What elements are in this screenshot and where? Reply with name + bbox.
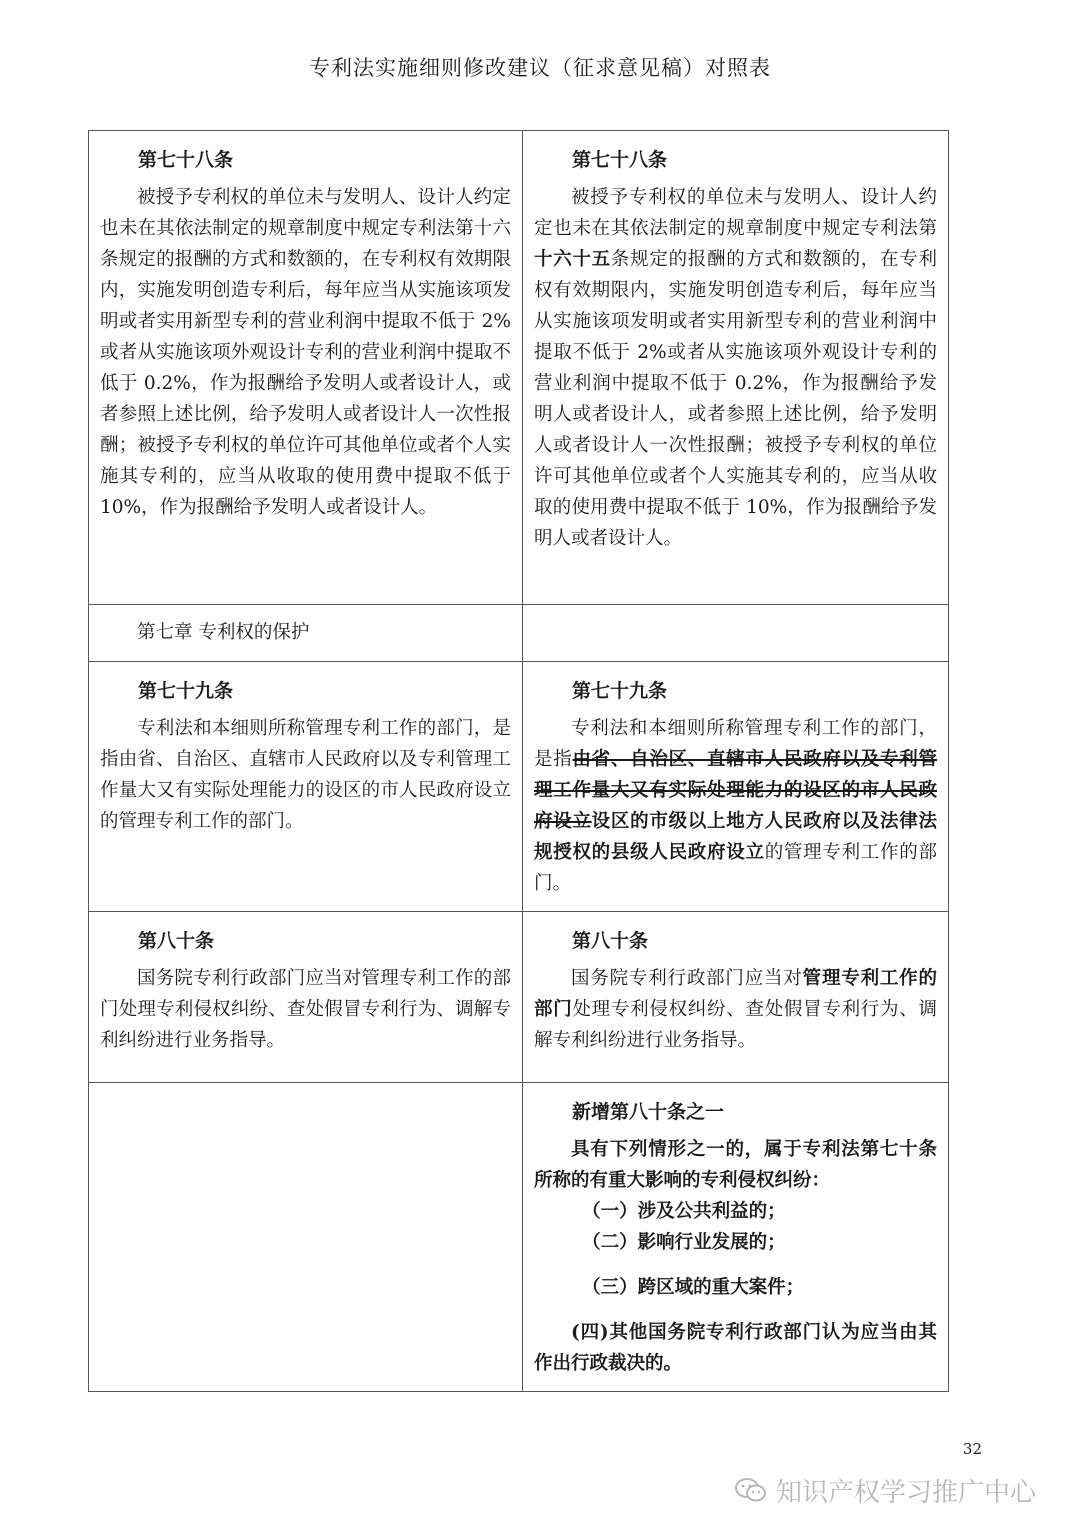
article-intro: 具有下列情形之一的，属于专利法第七十条所称的有重大影响的专利侵权纠纷： (534, 1139, 937, 1191)
new-article-cell (523, 1083, 949, 1392)
article-heading: 第八十条 (138, 930, 215, 952)
article-text (534, 182, 937, 554)
revised-cell (523, 662, 949, 912)
article-text (534, 963, 937, 1056)
amended-text: 十六十五 (534, 249, 611, 270)
list-item: （一）涉及公共利益的； (582, 1201, 786, 1222)
list-item: （二）影响行业发展的； (582, 1232, 786, 1253)
comparison-table (88, 130, 949, 1392)
deleted-text: 由省、自治区、直辖市人民政府以及专利管理工作量大又有实际处理能力的设区的市人民政府设立 (534, 749, 937, 832)
article-heading: 第七十八条 (138, 149, 234, 171)
article-heading: 第八十条 (572, 930, 649, 952)
text-segment: 专利法和本细则所称管理专利工作的部门，是指 (534, 718, 937, 770)
page-number: 32 (962, 1440, 982, 1458)
text-segment: 条规定的报酬的方式和数额的，在专利权有效期限内，实施发明创造专利后，每年应当从实施该项发明或者实用新型专利的营业利润中提取不低于 2%或者从实施该项外观设计专利的营业利润中提取不低于 0.2%，作为报酬给予发明人或者设计人，或者参照上述比例，给予发明人或者设计人一次性报酬；被授予专利权的单位许可其他单位或者个人实施其专利的，应当从收取的使用费中提取不低于 10%，作为报酬给予发明人或者设计人。 (534, 249, 937, 549)
chapter-title: 第七章 专利权的保护 (137, 622, 310, 643)
table-row (89, 605, 949, 662)
table-row (89, 662, 949, 912)
empty-cell (523, 605, 949, 662)
article-text: 被授予专利权的单位未与发明人、设计人约定也未在其依法制定的规章制度中规定专利法第十六条规定的报酬的方式和数额的，在专利权有效期限内，实施发明创造专利后，每年应当从实施该项发明或者实用新型专利的营业利润中提取不低于 2%或者从实施该项外观设计专利的营业利润中提取不低于 0.2%，作为报酬给予发明人或者设计人，或者参照上述比例，给予发明人或者设计人一次性报酬；被授予专利权的单位许可其他单位或者个人实施其专利的，应当从收取的使用费中提取不低于 10%，作为报酬给予发明人或者设计人。 (100, 187, 511, 518)
article-text: 专利法和本细则所称管理专利工作的部门，是指由省、自治区、直辖市人民政府以及专利管理工作量大又有实际处理能力的设区的市人民政府设立的管理专利工作的部门。 (100, 718, 511, 832)
amended-text: 管理专利工作的部门 (534, 968, 937, 1020)
watermark (734, 1470, 1054, 1510)
list-item: （三）跨区域的重大案件； (582, 1277, 805, 1298)
text-segment: 的管理专利工作的部门。 (534, 842, 937, 894)
watermark-text: 知识产权学习推广中心 (776, 1477, 1037, 1508)
text-segment: 被授予专利权的单位未与发明人、设计人约定也未在其依法制定的规章制度中规定专利法第 (534, 187, 937, 239)
original-cell (89, 662, 523, 912)
list-item: (四)其他国务院专利行政部门认为应当由其作出行政裁决的。 (534, 1322, 937, 1374)
revised-cell (523, 912, 949, 1083)
page-title: 专利法实施细则修改建议（征求意见稿）对照表 (309, 56, 771, 80)
article-heading: 第七十九条 (572, 680, 668, 702)
article-text (534, 713, 937, 899)
article-heading: 新增第八十条之一 (572, 1101, 725, 1123)
table-row (89, 131, 949, 605)
empty-cell (89, 1083, 523, 1392)
text-segment: 处理专利侵权纠纷、查处假冒专利行为、调解专利纠纷进行业务指导。 (534, 999, 937, 1051)
wechat-icon (734, 1476, 768, 1504)
article-heading: 第七十九条 (138, 680, 234, 702)
amended-text: 设区的市级以上地方人民政府以及法律法规授权的县级人民政府设立 (534, 811, 937, 863)
text-segment: 国务院专利行政部门应当对 (571, 968, 803, 989)
article-heading: 第七十八条 (572, 149, 668, 171)
table-row (89, 912, 949, 1083)
table-row (89, 1083, 949, 1392)
original-cell (89, 131, 523, 605)
article-text: 国务院专利行政部门应当对管理专利工作的部门处理专利侵权纠纷、查处假冒专利行为、调解专利纠纷进行业务指导。 (100, 968, 511, 1051)
original-cell (89, 912, 523, 1083)
revised-cell (523, 131, 949, 605)
chapter-cell (89, 605, 523, 662)
